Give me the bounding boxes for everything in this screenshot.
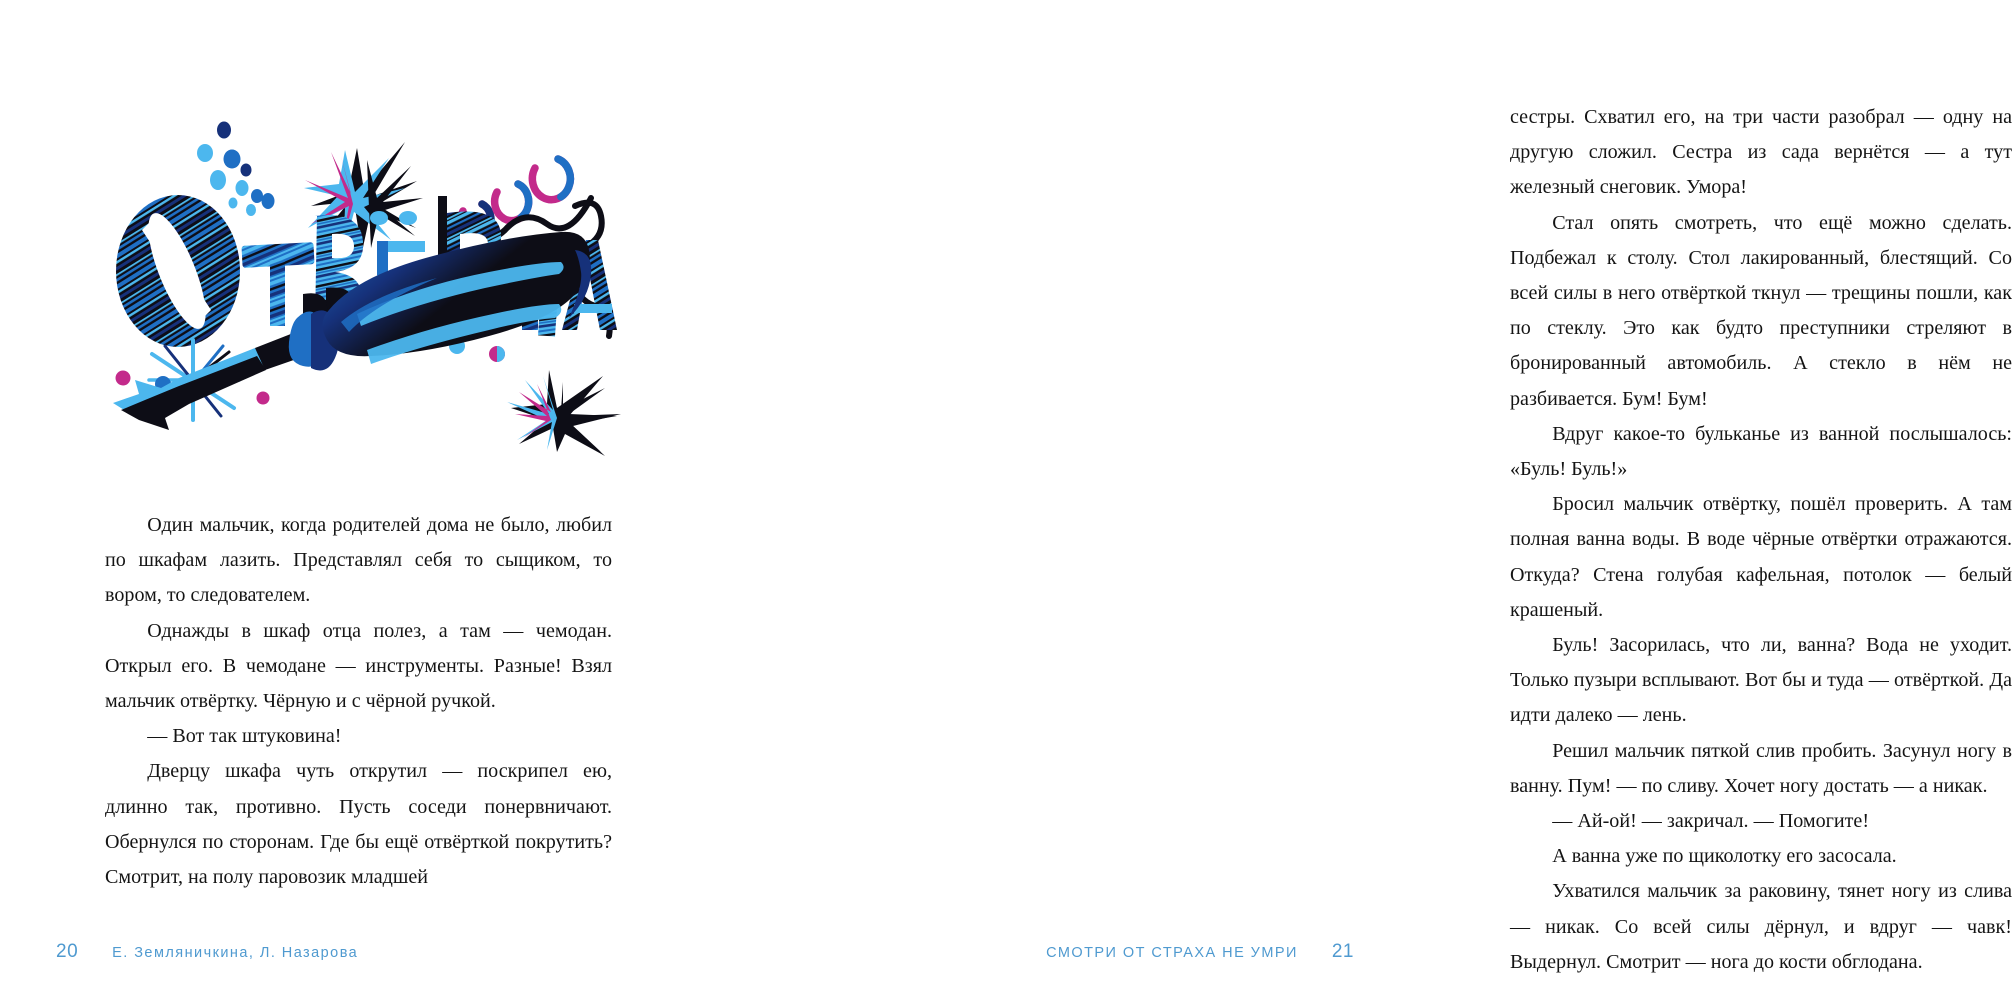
folio-right: 21 (1331, 941, 1354, 962)
running-head-right: СМОТРИ ОТ СТРАХА НЕ УМРИ (1046, 945, 1298, 961)
paragraph: Ухватился мальчик за раковину, тянет ногу из слива — никак. Со всей силы дёрнул, и вдруг — чавк! Выдернул. Смотрит — нога до кости обглодана. (1510, 880, 2012, 973)
letter-O (116, 195, 240, 347)
screwdriver-title-illustration (105, 108, 645, 453)
left-page-footer (56, 941, 358, 963)
paragraph: Стал опять смотреть, что ещё можно сделать. Подбежал к столу. Стол лакированный, блестящий. Со всей силы в него отвёрткой ткнул — трещины пошли, как по стеклу. Это как будто преступники стреляют в бронированный автомобиль. А стекло в нём не разбивается. Бум! Бум! (1510, 211, 2012, 410)
paragraph: Однажды в шкаф отца полез, а там — чемодан. Открыл его. В чемодане — инструменты. Разные! Взял мальчик отвёртку. Чёрную и с чёрной ручкой. (105, 619, 612, 713)
paragraph: Бросил мальчик отвёртку, пошёл проверить. А там полная ванна воды. В воде чёрные отвёртки отражаются. Откуда? Стена голубая кафельная, потолок — белый крашеный. (1510, 493, 2012, 621)
paragraph-dialogue: — Ай-ой! — закричал. — Помогите! (1552, 810, 1870, 833)
paragraph-dialogue: — Вот так штуковина! (147, 725, 342, 748)
running-head-left: Е. Земляничкина, Л. Назарова (112, 945, 359, 961)
paragraph: Вдруг какое-то бульканье из ванной послышалось: «Буль! Буль!» (1510, 422, 2012, 481)
right-page-footer (1046, 941, 1354, 963)
left-page (0, 0, 705, 1007)
right-column-text (1510, 100, 2012, 980)
paragraph: Один мальчик, когда родителей дома не было, любил по шкафам лазить. Представлял себя то сыщиком, то вором, то следователем. (105, 514, 612, 607)
paragraph: Буль! Засорилась, что ли, ванна? Вода не уходит. Только пузыри всплывают. Вот бы и туда — отвёрткой. Да идти далеко — лень. (1510, 634, 2012, 727)
paragraph: Решил мальчик пяткой слив пробить. Засунул ногу в ванну. Пум! — по сливу. Хочет ногу достать — а никак. (1510, 739, 2012, 797)
paragraph: Дверцу шкафа чуть открутил — поскрипел ею, длинно так, противно. Пусть соседи понервничают. Обернулся по сторонам. Где бы ещё отвёрткой покрутить? Смотрит, на полу паровозик младшей (105, 760, 612, 889)
right-page (705, 0, 2012, 1007)
starburst-icon-right (507, 370, 621, 456)
paragraph: А ванна уже по щиколотку его засосала. (1552, 845, 1897, 868)
paragraph-continued: сестры. Схватил его, на три части разобрал — одну на другую сложил. Сестра из сада вернётся — а тут железный снеговик. Умора! (1510, 106, 2012, 199)
dots-cluster-icon (197, 122, 275, 217)
folio-left: 20 (56, 941, 79, 962)
left-column-text (105, 508, 612, 895)
